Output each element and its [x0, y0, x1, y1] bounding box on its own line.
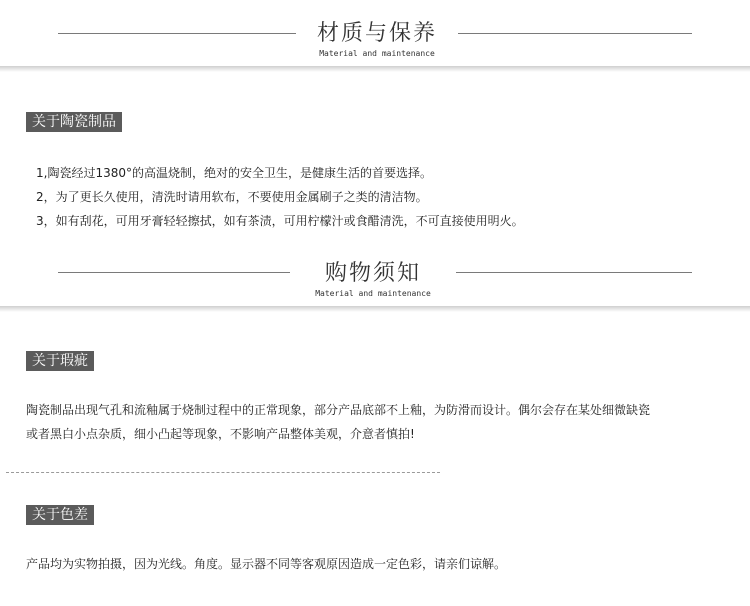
section-title-shopping: 购物须知: [324, 261, 421, 286]
section-subtitle-material: Material and maintenance: [319, 49, 435, 58]
flaw-line-2: 或者黑白小点杂质，细小凸起等现象，不影响产品整体美观，介意者慎拍!: [26, 427, 415, 441]
color-heading: 关于色差: [26, 505, 94, 525]
color-line-1: 产品均为实物拍摄，因为光线。角度。显示器不同等客观原因造成一定色彩，请亲们谅解。: [26, 557, 507, 571]
section-subtitle-shopping: Material and maintenance: [315, 289, 431, 298]
flaw-heading: 关于瑕疵: [26, 351, 94, 371]
dashed-divider: [6, 472, 440, 473]
ceramic-line-3: 3，如有刮花，可用牙膏轻轻擦拭，如有茶渍，可用柠檬汁或食醋清洗，不可直接使用明火。: [36, 214, 524, 228]
header-rule-right-2: [456, 272, 692, 273]
flaw-line-1: 陶瓷制品出现气孔和流釉属于烧制过程中的正常现象，部分产品底部不上釉，为防滑而设计。偶尔会存在某处细微缺瓷: [26, 403, 651, 417]
ceramic-line-1: 1,陶瓷经过1380°的高温烧制，绝对的安全卫生，是健康生活的首要选择。: [36, 166, 432, 180]
section-divider-shadow: [0, 66, 750, 72]
header-rule-left-2: [58, 272, 290, 273]
ceramic-line-2: 2，为了更长久使用，清洗时请用软布，不要使用金属刷子之类的清洁物。: [36, 190, 428, 204]
section-divider-shadow-2: [0, 306, 750, 312]
header-rule-left: [58, 33, 296, 34]
header-rule-right: [458, 33, 692, 34]
ceramic-heading: 关于陶瓷制品: [26, 112, 122, 132]
section-title-material: 材质与保养: [316, 21, 437, 46]
